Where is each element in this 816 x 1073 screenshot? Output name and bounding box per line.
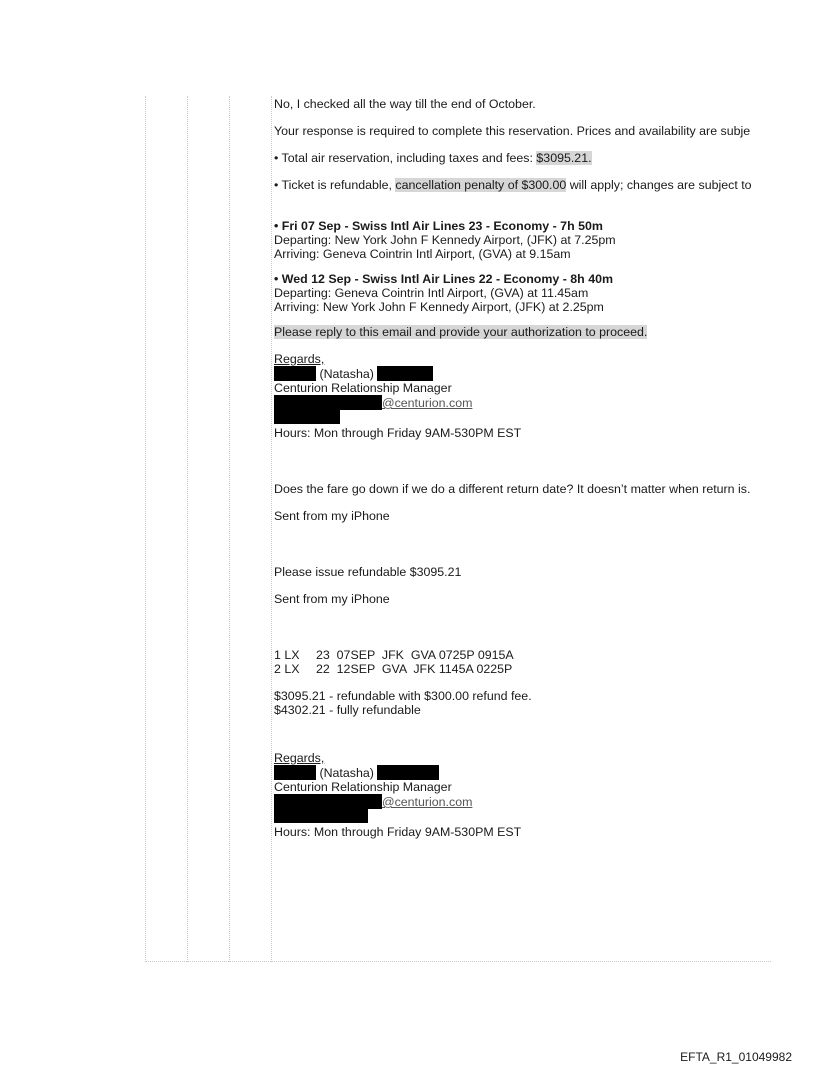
- flight-1-depart: Departing: New York John F Kennedy Airport, (JFK) at 7.25pm: [274, 233, 616, 247]
- redaction-block: [377, 765, 439, 780]
- return-date-question: Does the fare go down if we do a different return date? It doesn’t matter when return is.: [274, 482, 751, 496]
- cancellation-penalty: cancellation penalty of $300.00: [395, 178, 567, 192]
- quote-rule-2: [187, 96, 188, 962]
- redaction-block: [274, 765, 316, 780]
- quote-rule-4: [271, 96, 272, 962]
- issue-request: Please issue refundable $3095.21: [274, 565, 462, 579]
- hours-1: Hours: Mon through Friday 9AM-530PM EST: [274, 426, 522, 440]
- authorization-request: Please reply to this email and provide your authorization to proceed.: [274, 325, 648, 339]
- signer-email-2[interactable]: @centurion.com: [274, 794, 816, 809]
- flight-2-depart: Departing: Geneva Cointrin Intl Airport, (GVA) at 11.45am: [274, 286, 589, 300]
- flight-1-header: • Fri 07 Sep - Swiss Intl Air Lines 23 - Economy - 7h 50m: [274, 219, 603, 233]
- signer-name-1: (Natasha): [274, 366, 816, 381]
- quote-rule-1: [145, 96, 146, 962]
- total-fare-amount: $3095.21.: [536, 151, 592, 165]
- flight-2-header: • Wed 12 Sep - Swiss Intl Air Lines 22 - Economy - 8h 40m: [274, 272, 613, 286]
- quote-bottom-rule: [145, 961, 771, 962]
- regards-1: Regards,: [274, 352, 325, 366]
- itinerary-row: 1 LX 23 07SEP JFK GVA 0725P 0915A: [274, 648, 514, 662]
- flight-2-arrive: Arriving: New York John F Kennedy Airport, (JFK) at 2.25pm: [274, 300, 604, 314]
- document-id: EFTA_R1_01049982: [680, 1050, 792, 1064]
- redaction-block: [274, 410, 340, 424]
- redaction-block: [274, 395, 382, 410]
- reply-line: No, I checked all the way till the end of October.: [274, 97, 536, 111]
- email-thread: [274, 97, 816, 839]
- signer-email-1[interactable]: @centurion.com: [274, 395, 816, 410]
- redaction-block: [274, 809, 368, 823]
- sent-from-2: Sent from my iPhone: [274, 592, 390, 606]
- redaction-block: [274, 366, 316, 381]
- hours-2: Hours: Mon through Friday 9AM-530PM EST: [274, 825, 522, 839]
- redaction-block: [377, 366, 433, 381]
- signer-title-1: Centurion Relationship Manager: [274, 381, 452, 395]
- redaction-block: [274, 794, 382, 809]
- sent-from-1: Sent from my iPhone: [274, 509, 390, 523]
- total-fare-bullet: • Total air reservation, including taxes and fees: $3095.21.: [274, 151, 592, 165]
- regards-2: Regards,: [274, 751, 325, 765]
- price-fully-refundable: $4302.21 - fully refundable: [274, 703, 421, 717]
- price-refundable-fee: $3095.21 - refundable with $300.00 refund fee.: [274, 689, 532, 703]
- signer-title-2: Centurion Relationship Manager: [274, 780, 452, 794]
- quote-rule-3: [229, 96, 230, 962]
- response-required: Your response is required to complete this reservation. Prices and availability are subje: [274, 124, 751, 138]
- itinerary-row: 2 LX 22 12SEP GVA JFK 1145A 0225P: [274, 662, 513, 676]
- signer-name-2: (Natasha): [274, 765, 816, 780]
- flight-1-arrive: Arriving: Geneva Cointrin Intl Airport, (GVA) at 9.15am: [274, 247, 571, 261]
- refund-bullet: • Ticket is refundable, cancellation penalty of $300.00 will apply; changes are subject to: [274, 178, 752, 192]
